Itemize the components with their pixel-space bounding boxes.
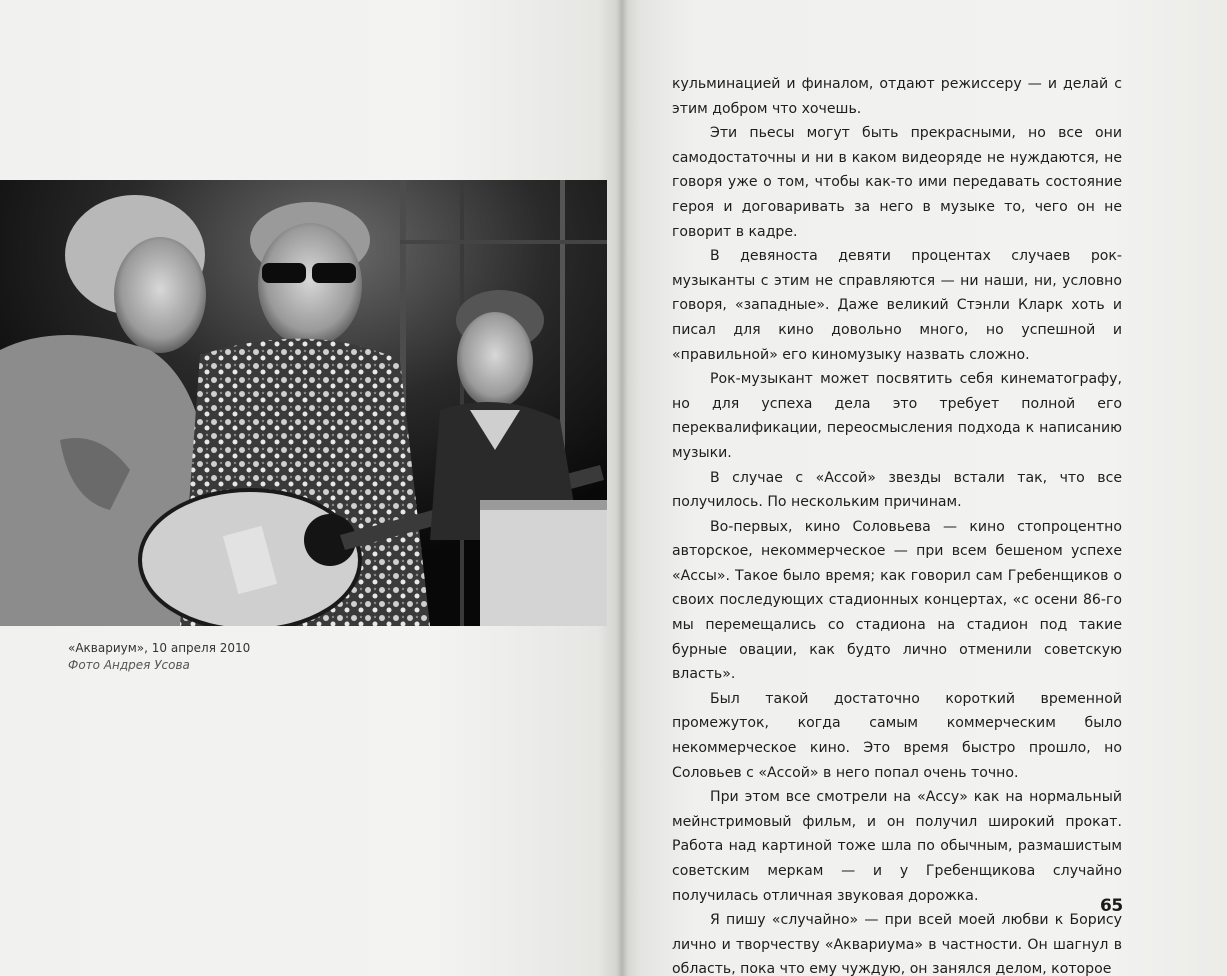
caption-credit: Фото Андрея Усова bbox=[68, 658, 190, 672]
photo-caption bbox=[68, 640, 250, 674]
paragraph: Рок-музыкант может посвятить себя кинематографу, но для успеха дела это требует полной его переквалификации, переосмысления подхода к написанию музыки. bbox=[672, 371, 1122, 461]
page-number: 65 bbox=[1100, 896, 1123, 916]
body-text bbox=[672, 72, 1122, 976]
paragraph: кульминацией и финалом, отдают режиссеру — и делай с этим добром что хочешь. bbox=[672, 76, 1122, 117]
paragraph: При этом все смотрели на «Ассу» как на нормальный мейнстримовый фильм, и он получил широкий прокат. Работа над картиной тоже шла по обычным, размашистым советским меркам — и у Гребенщикова случайно получилась отличная звуковая дорожка. bbox=[672, 789, 1122, 904]
paragraph: Во-первых, кино Соловьева — кино стопроцентно авторское, некоммерческое — при всем бешеном успехе «Ассы». Такое было время; как говорил сам Гребенщиков о своих последующих стадионных концертах, «с осени 86-го мы перемещались со стадиона на стадион под такие бурные овации, как будто лично отменили советскую власть». bbox=[672, 518, 1122, 683]
caption-title: «Аквариум», 10 апреля 2010 bbox=[68, 641, 251, 655]
concert-photo bbox=[0, 180, 607, 626]
paragraph: В случае с «Ассой» звезды встали так, что все получилось. По нескольким причинам. bbox=[672, 469, 1122, 511]
paragraph: В девяноста девяти процентах случаев рок-музыканты с этим не справляются — ни наши, ни, условно говоря, «западные». Даже великий Стэнли Кларк хоть и писал для кино довольно много, но успешной и «правильной» его киномузыку назвать сложно. bbox=[672, 248, 1122, 363]
paragraph: Эти пьесы могут быть прекрасными, но все они самодостаточны и ни в каком видеоряде не нуждаются, не говоря уже о том, чтобы как-то ими передавать состояние героя и договаривать за него в музыке то, чего он не говорит в кадре. bbox=[672, 125, 1122, 240]
book-gutter bbox=[616, 0, 628, 976]
paragraph: Я пишу «случайно» — при всей моей любви к Борису лично и творчеству «Аквариума» в частности. Он шагнул в область, пока что ему чуждую, он занялся делом, которое bbox=[672, 912, 1122, 976]
paragraph: Был такой достаточно короткий временной промежуток, когда самым коммерческим было некоммерческое кино. Это время быстро прошло, но Соловьев с «Ассой» в него попал очень точно. bbox=[672, 690, 1122, 781]
